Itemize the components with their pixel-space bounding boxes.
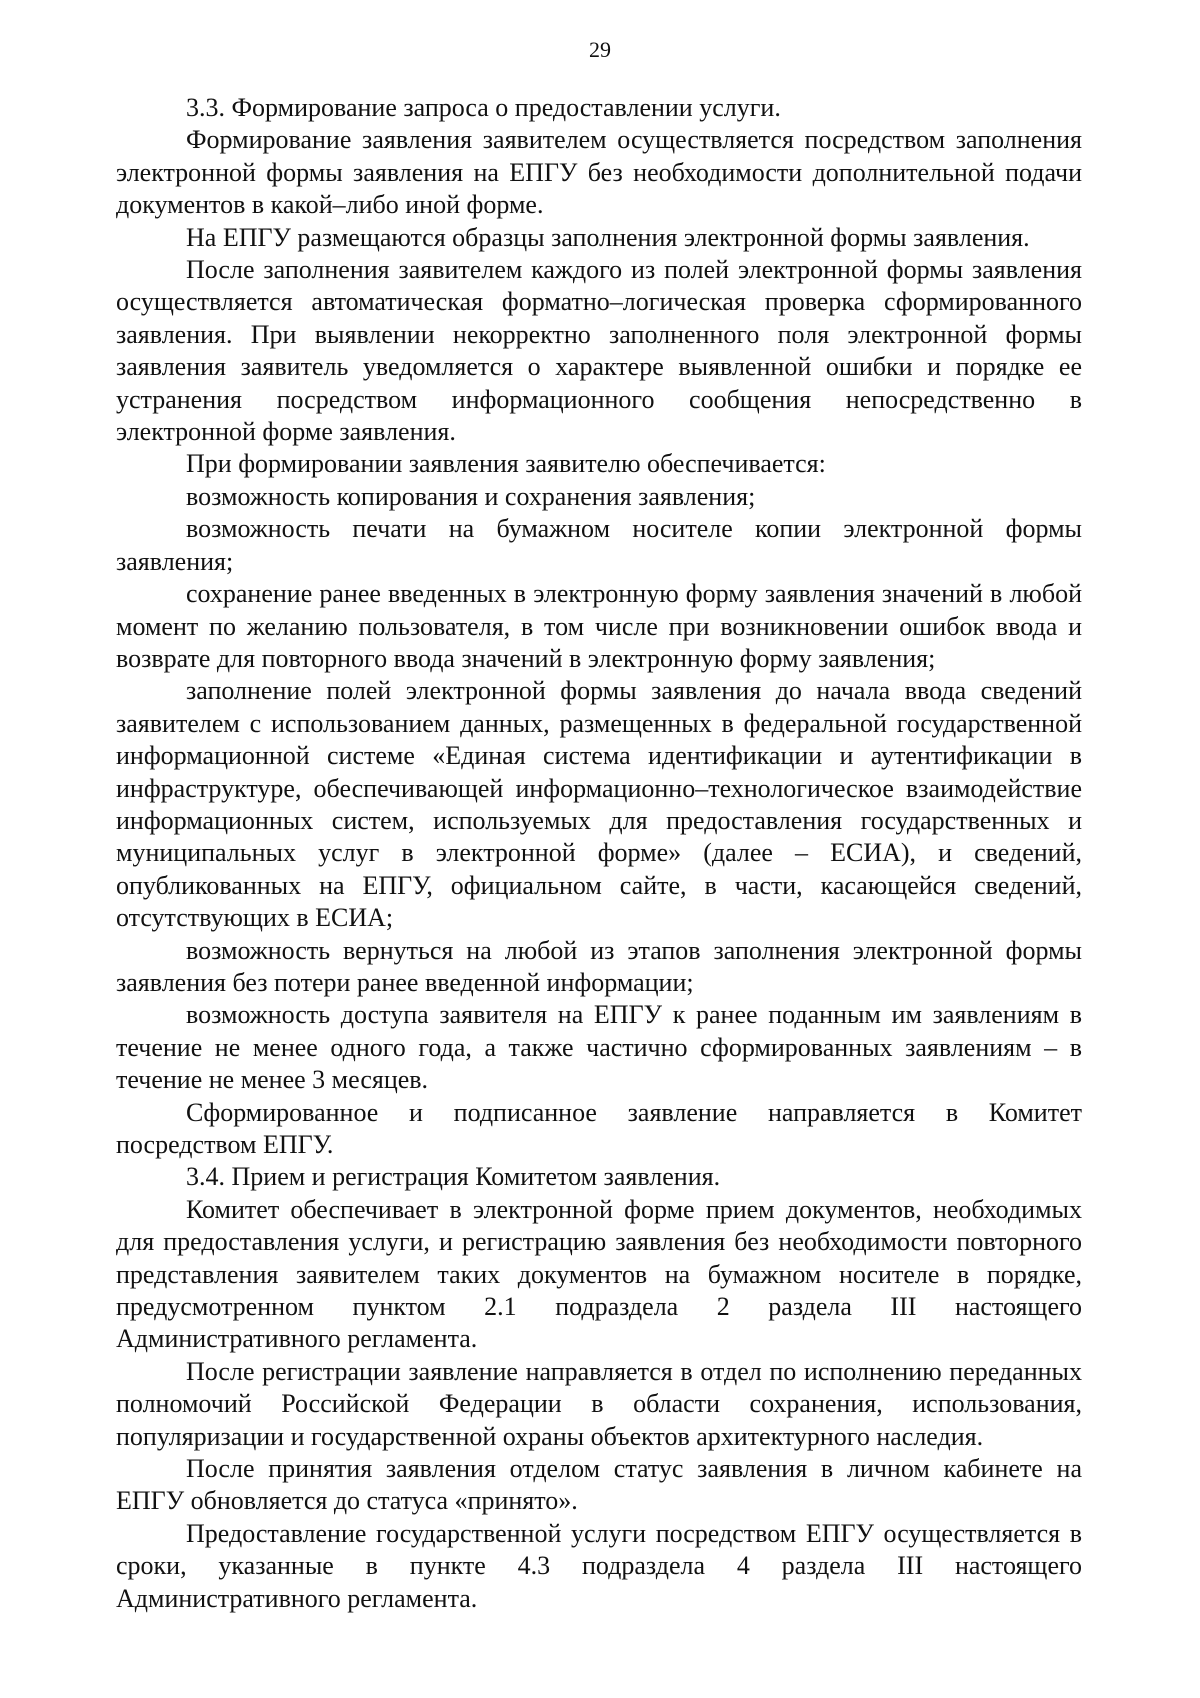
paragraph: После регистрации заявление направляется в отдел по исполнению переданных полномочий Российской Федерации в области сохранения, использования, популяризации и государственной охраны объектов архитектурного наследия. [116, 1356, 1082, 1451]
paragraph: Предоставление государственной услуги посредством ЕПГУ осуществляется в сроки, указанные в пункте 4.3 подраздела 4 раздела III настоящего Административного регламента. [116, 1518, 1082, 1613]
paragraph: На ЕПГУ размещаются образцы заполнения электронной формы заявления. [186, 222, 1030, 252]
paragraph: После принятия заявления отделом статус заявления в личном кабинете на ЕПГУ обновляется до статуса «принято». [116, 1454, 1082, 1516]
section-heading-3-3: 3.3. Формирование запроса о предоставлении услуги. [186, 93, 781, 122]
paragraph: Сформированное и подписанное заявление направляется в Комитет посредством ЕПГУ. [116, 1097, 1082, 1159]
document-body [116, 92, 1082, 1615]
list-item: возможность вернуться на любой из этапов заполнения электронной формы заявления без потери ранее введенной информации; [116, 935, 1082, 997]
page-number: 29 [589, 37, 611, 62]
list-item: сохранение ранее введенных в электронную форму заявления значений в любой момент по желанию пользователя, в том числе при возникновении ошибок ввода и возврате для повторного ввода значений в электронную форму заявления; [116, 579, 1082, 673]
paragraph: Комитет обеспечивает в электронной форме прием документов, необходимых для предоставления услуги, и регистрацию заявления без необходимости повторного представления заявителем таких документов на бумажном носителе в порядке, предусмотренном пунктом 2.1 подраздела 2 раздела III настоящего Административного регламента. [116, 1194, 1082, 1354]
list-item: возможность доступа заявителя на ЕПГУ к ранее поданным им заявлениям в течение не менее одного года, а также частично сформированных заявлениям – в течение не менее 3 месяцев. [116, 1000, 1082, 1095]
section-heading-3-4: 3.4. Прием и регистрация Комитетом заявления. [186, 1162, 721, 1192]
list-item: заполнение полей электронной формы заявления до начала ввода сведений заявителем с использованием данных, размещенных в федеральной государственной информационной системе «Единая система идентификации и аутентификации в инфраструктуре, обеспечивающей информационно–технологическое взаимодействие информационных систем, используемых для предоставления государственных и муниципальных услуг в электронной форме» (далее – ЕСИА), и сведений, опубликованных на ЕПГУ, официальном сайте, в части, касающейся сведений, отсутствующих в ЕСИА; [116, 676, 1082, 933]
list-item: возможность печати на бумажном носителе копии электронной формы заявления; [116, 514, 1082, 576]
paragraph: После заполнения заявителем каждого из полей электронной формы заявления осуществляется автоматическая форматно–логическая проверка сформированного заявления. При выявлении некорректно заполненного поля электронной формы заявления заявитель уведомляется о характере выявленной ошибки и порядке ее устранения посредством информационного сообщения непосредственно в электронной форме заявления. [116, 255, 1082, 447]
paragraph: Формирование заявления заявителем осуществляется посредством заполнения электронной формы заявления на ЕПГУ без необходимости дополнительной подачи документов в какой–либо иной форме. [116, 125, 1082, 220]
list-item: возможность копирования и сохранения заявления; [186, 481, 756, 511]
paragraph: При формировании заявления заявителю обеспечивается: [186, 449, 826, 479]
